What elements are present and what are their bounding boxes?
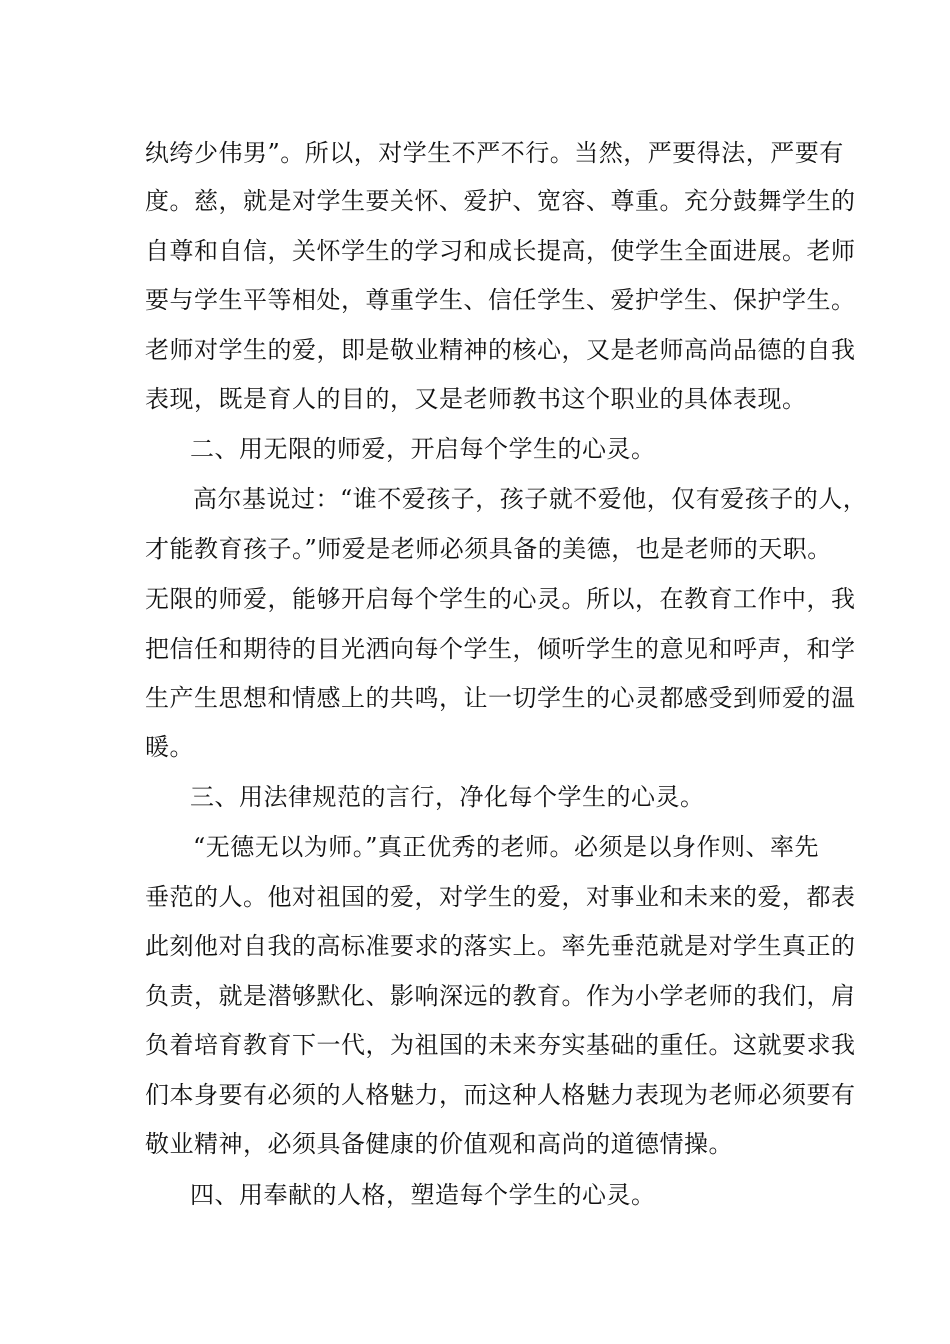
paragraph-line: 负责，就是潜够默化、影响深远的教育。作为小学老师的我们，肩 bbox=[145, 982, 856, 1010]
paragraph-line: 纨绔少伟男”。所以，对学生不严不行。当然，严要得法，严要有 bbox=[145, 139, 844, 167]
paragraph-line: 表现，既是育人的目的，又是老师教书这个职业的具体表现。 bbox=[145, 385, 807, 413]
paragraph-line: 才能教育孩子。”师爱是老师必须具备的美德，也是老师的天职。 bbox=[145, 535, 832, 563]
paragraph-line: 自尊和自信，关怀学生的学习和成长提高，使学生全面进展。老师 bbox=[145, 237, 856, 265]
paragraph-line: 无限的师爱，能够开启每个学生的心灵。所以，在教育工作中，我 bbox=[145, 585, 856, 613]
paragraph-line: 度。慈，就是对学生要关怀、爱护、宽容、尊重。充分鼓舞学生的 bbox=[145, 187, 856, 215]
paragraph-line: 负着培育教育下一代，为祖国的未来夯实基础的重任。这就要求我 bbox=[145, 1031, 856, 1059]
paragraph-line: 们本身要有必须的人格魅力，而这种人格魅力表现为老师必须要有 bbox=[145, 1081, 856, 1109]
paragraph-line: 垂范的人。他对祖国的爱，对学生的爱，对事业和未来的爱，都表 bbox=[145, 883, 856, 911]
section-heading: 四、用奉献的人格，塑造每个学生的心灵。 bbox=[190, 1181, 656, 1209]
paragraph-line: 此刻他对自我的高标准要求的落实上。率先垂范就是对学生真正的 bbox=[145, 932, 856, 960]
paragraph-line: “无德无以为师。”真正优秀的老师。必须是以身作则、率先 bbox=[193, 833, 820, 861]
section-heading: 二、用无限的师爱，开启每个学生的心灵。 bbox=[190, 435, 656, 463]
paragraph-line: 把信任和期待的目光洒向每个学生，倾听学生的意见和呼声，和学 bbox=[145, 635, 856, 663]
paragraph-line: 老师对学生的爱，即是敬业精神的核心，又是老师高尚品德的自我 bbox=[145, 336, 856, 364]
paragraph-line: 要与学生平等相处，尊重学生、信任学生、爱护学生、保护学生。 bbox=[145, 286, 856, 314]
paragraph-line: 敬业精神，必须具备健康的价值观和高尚的道德情操。 bbox=[145, 1130, 733, 1158]
section-heading: 三、用法律规范的言行，净化每个学生的心灵。 bbox=[190, 783, 705, 811]
paragraph-line: 高尔基说过：“谁不爱孩子，孩子就不爱他，仅有爱孩子的人， bbox=[193, 485, 868, 513]
paragraph-line: 暖。 bbox=[145, 733, 194, 761]
paragraph-line: 生产生思想和情感上的共鸣，让一切学生的心灵都感受到师爱的温 bbox=[145, 684, 856, 712]
